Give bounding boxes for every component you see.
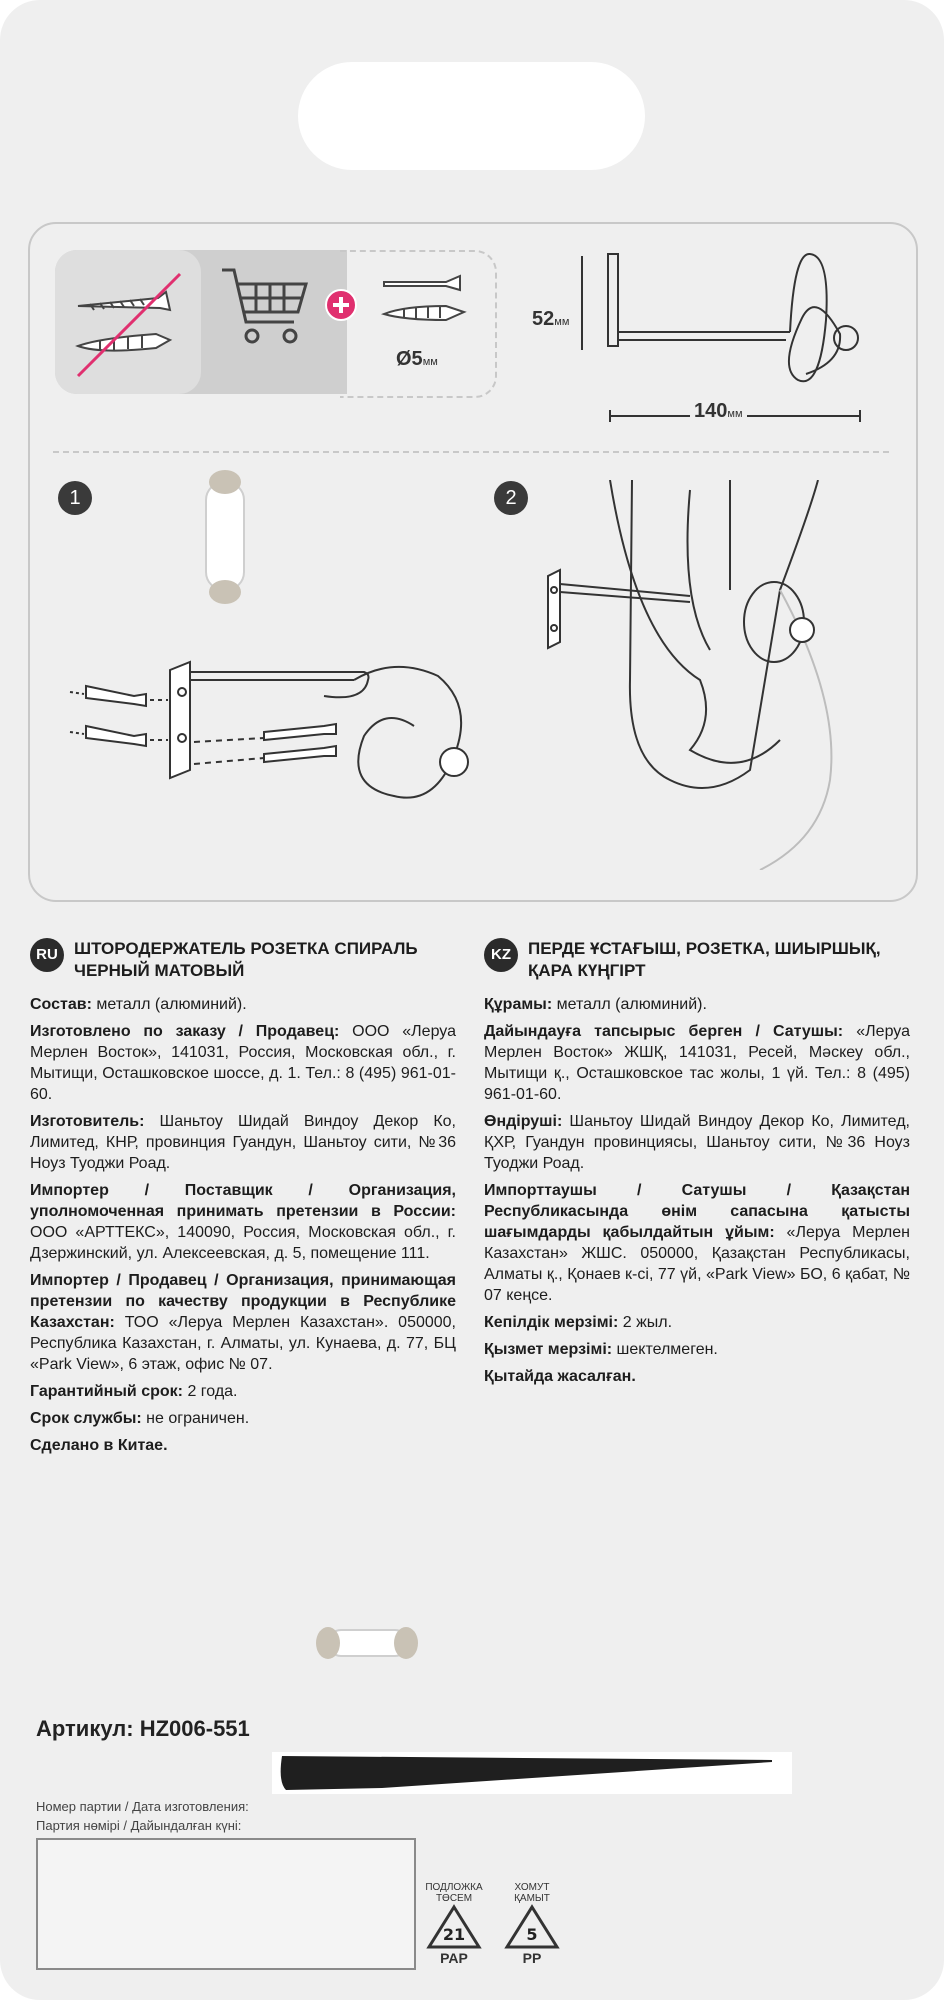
recycle-21-icon bbox=[426, 1904, 482, 1950]
ru-importer-russia-value: ООО «АРТТЕКС», 140090, Россия, Московская обл., г. Дзержинский, ул. Алексеевская, д. 5, помещение 111. bbox=[30, 1224, 456, 1262]
batch-label-ru: Номер партии / Дата изготовления: bbox=[36, 1799, 249, 1814]
recycle-pap-code: PAP bbox=[440, 1950, 468, 1966]
batch-labels bbox=[36, 1797, 249, 1835]
recycle-5-number: 5 bbox=[526, 1925, 538, 1944]
kz-warranty bbox=[484, 1312, 910, 1333]
ru-importer-kazakhstan bbox=[30, 1270, 456, 1375]
recycle-21-number: 21 bbox=[442, 1925, 466, 1944]
dowel-size-unit: мм bbox=[422, 356, 438, 368]
ru-text-column bbox=[30, 938, 456, 1462]
ru-title-row bbox=[30, 938, 456, 982]
kz-warranty-label: Кепілдік мерзімі: bbox=[484, 1314, 619, 1331]
recycle-pap-caption-ru: ПОДЛОЖКА bbox=[425, 1882, 483, 1893]
ru-seller bbox=[30, 1021, 456, 1105]
installation-step-2-drawing bbox=[540, 480, 900, 870]
ru-service-life-value: не ограничен. bbox=[141, 1410, 250, 1427]
recycle-pp-caption-kz: ҚАМЫТ bbox=[514, 1893, 550, 1904]
kz-seller-label: Дайындауға тапсырыс берген / Сатушы: bbox=[484, 1023, 844, 1040]
article-number: Артикул: HZ006-551 bbox=[36, 1716, 250, 1741]
kz-maker-label: Өндіруші: bbox=[484, 1113, 563, 1130]
panel-divider bbox=[53, 451, 889, 453]
recycle-pp bbox=[502, 1882, 562, 1964]
batch-number-box bbox=[36, 1838, 416, 1970]
hang-hole-top bbox=[418, 62, 528, 122]
height-label bbox=[532, 308, 569, 331]
packaging-clip-top bbox=[200, 462, 250, 612]
ru-language-badge: RU bbox=[30, 938, 64, 972]
kz-title-row bbox=[484, 938, 910, 982]
kz-importer-label: Импорттаушы / Сатушы / Қазақстан Республикасында өнім сапасына қатысты шағымдарды қабылдайтын ұйым: bbox=[484, 1182, 910, 1241]
height-value: 52 bbox=[532, 308, 555, 330]
ru-warranty bbox=[30, 1381, 456, 1402]
kz-maker bbox=[484, 1111, 910, 1174]
recycle-pap bbox=[424, 1882, 484, 1964]
kz-composition bbox=[484, 994, 910, 1015]
screw-dowel-icon bbox=[380, 268, 480, 332]
step-1-marker: 1 bbox=[58, 481, 92, 515]
recycle-pap-caption-kz: ТӨСЕМ bbox=[435, 1893, 473, 1904]
batch-label-kz: Партия нөмірі / Дайындалған күні: bbox=[36, 1818, 242, 1833]
recycle-pp-code: PP bbox=[522, 1950, 542, 1966]
ru-importer-russia bbox=[30, 1180, 456, 1264]
plus-icon bbox=[324, 288, 358, 322]
kz-service-life-value: шектелмеген. bbox=[612, 1341, 718, 1358]
kz-origin bbox=[484, 1366, 910, 1387]
kz-service-life-label: Қызмет мерзімі: bbox=[484, 1341, 613, 1358]
ru-composition bbox=[30, 994, 456, 1015]
dowel-size-label bbox=[396, 348, 438, 371]
installation-step-1-drawing bbox=[64, 646, 484, 826]
kz-importer bbox=[484, 1180, 910, 1306]
crossed-screw-dowel-icon bbox=[70, 268, 188, 384]
ru-seller-value: ООО «Леруа Мерлен Восток», 141031, Россия, Московская обл., г. Мытищи, Осташковское шоссе, д. 1. Тел.: 8 (495) 961-01-60. bbox=[30, 1023, 457, 1103]
ru-composition-value: металл (алюминий). bbox=[91, 996, 247, 1013]
ru-origin-text: Сделано в Китае. bbox=[30, 1437, 168, 1454]
height-unit: мм bbox=[554, 316, 570, 328]
kz-seller-value: «Леруа Мерлен Восток» ЖШҚ, 141031, Ресей, Мәскеу обл., Мытищи қ., Осташковское тас жолы, 1 үй. Тел.: 8 (495) 961-01-60. bbox=[484, 1023, 911, 1103]
ru-product-title: ШТОРОДЕРЖАТЕЛЬ РОЗЕТКА СПИРАЛЬ ЧЕРНЫЙ МАТОВЫЙ bbox=[74, 939, 418, 980]
kz-importer-value: «Леруа Мерлен Казахстан» ЖШС. 050000, Қазақстан Республикасы, Алматы қ., Қонаев к-сі, 77 үй, «Park View» БО, 6 қабат, № 07 кеңсе. bbox=[484, 1224, 910, 1304]
kz-text-column bbox=[484, 938, 910, 1393]
ru-importer-kazakhstan-value: ТОО «Леруа Мерлен Казахстан». 050000, Республика Казахстан, г. Алматы, ул. Кунаева, д. 77, БЦ «Park View», 6 этаж, офис № 07. bbox=[30, 1314, 456, 1373]
dowel-size-value: Ø5 bbox=[396, 348, 423, 370]
ru-origin bbox=[30, 1435, 456, 1456]
kz-composition-label: Құрамы: bbox=[484, 996, 553, 1013]
width-value: 140 bbox=[694, 400, 728, 422]
kz-maker-value: Шаньтоу Шидай Виндоу Декор Ко, Лимитед, ҚХР, Гуандун провинциясы, Шаньтоу сити, №36 Ноуз Туоджи Роад. bbox=[484, 1113, 910, 1172]
ru-maker bbox=[30, 1111, 456, 1174]
ru-service-life bbox=[30, 1408, 456, 1429]
ru-seller-label: Изготовлено по заказу / Продавец: bbox=[30, 1023, 340, 1040]
ru-warranty-label: Гарантийный срок: bbox=[30, 1383, 183, 1400]
ru-maker-label: Изготовитель: bbox=[30, 1113, 145, 1130]
recycle-5-icon bbox=[504, 1904, 560, 1950]
recycle-pp-caption-ru: ХОМУТ bbox=[514, 1882, 550, 1893]
kz-warranty-value: 2 жыл. bbox=[618, 1314, 673, 1331]
width-label bbox=[690, 400, 747, 423]
kz-origin-text: Қытайда жасалған. bbox=[484, 1368, 636, 1385]
ru-importer-kazakhstan-label: Импортер / Продавец / Организация, принимающая претензии по качеству продукции в Республике Казахстан: bbox=[30, 1272, 456, 1331]
kz-product-title: ПЕРДЕ ҰСТАҒЫШ, РОЗЕТКА, ШИЫРШЫҚ, ҚАРА КҮҢГІРТ bbox=[528, 939, 881, 980]
ru-composition-label: Состав: bbox=[30, 996, 92, 1013]
packaging-clip-bottom bbox=[314, 1624, 420, 1662]
barcode-sliver bbox=[272, 1752, 792, 1794]
ru-importer-russia-label: Импортер / Поставщик / Организация, уполномоченная принимать претензии в России: bbox=[30, 1182, 456, 1220]
kz-seller bbox=[484, 1021, 910, 1105]
kz-composition-value: металл (алюминий). bbox=[552, 996, 707, 1013]
shopping-cart-icon bbox=[220, 266, 310, 350]
step-2-marker: 2 bbox=[494, 481, 528, 515]
ru-warranty-value: 2 года. bbox=[183, 1383, 238, 1400]
width-unit: мм bbox=[727, 408, 743, 420]
kz-language-badge: KZ bbox=[484, 938, 518, 972]
barcode-strip bbox=[272, 1752, 792, 1794]
kz-service-life bbox=[484, 1339, 910, 1360]
ru-maker-value: Шаньтоу Шидай Виндоу Декор Ко, Лимитед, КНР, провинция Гуандун, Шаньтоу сити, №36 Ноуз Туоджи Роад. bbox=[30, 1113, 456, 1172]
ru-service-life-label: Срок службы: bbox=[30, 1410, 142, 1427]
